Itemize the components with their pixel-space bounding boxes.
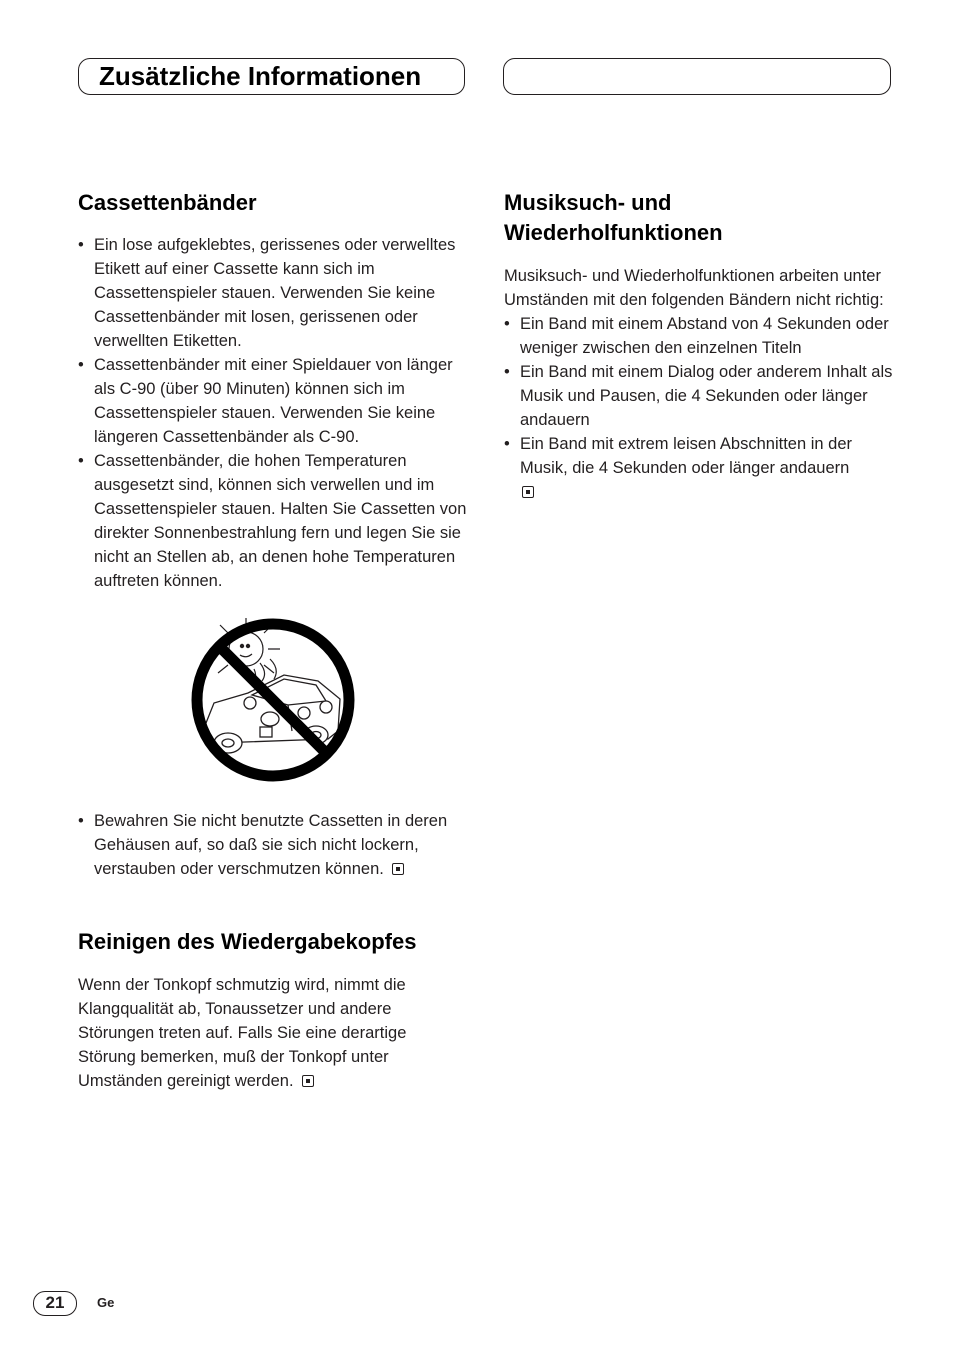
header-left-box: [78, 58, 465, 95]
bullet-mark: •: [78, 812, 84, 830]
cleaning-heading: Reinigen des Wiedergabekopfes: [78, 929, 417, 954]
music-search-bullet-1: • Ein Band mit einem Abstand von 4 Sekunden oder weniger zwischen den einzelnen Titeln: [504, 312, 894, 360]
cassettes-bullet-2: • Cassettenbänder mit einer Spieldauer von länger als C-90 (über 90 Minuten) können sich im Cassettenspieler stauen. Verwenden Sie keine längeren Cassettenbänder als C-90.: [78, 353, 468, 449]
page-title: Zusätzliche Informationen: [99, 61, 422, 91]
cassettes-storage-list: [78, 809, 468, 881]
left-column: [78, 188, 468, 1093]
cassettes-bullet-1: • Ein lose aufgeklebtes, gerissenes oder verwelltes Etikett auf einer Cassette kann sich im Cassettenspieler stauen. Verwenden Sie keine Cassettenbänder mit losen, gerissenen oder verwellten Etiketten.: [78, 233, 468, 353]
music-search-intro: Musiksuch- und Wiederholfunktionen arbeiten unter Umständen mit den folgenden Bändern nicht richtig:: [504, 267, 884, 309]
right-column: [504, 188, 894, 504]
bullet-mark: •: [78, 356, 84, 374]
cleaning-text: Wenn der Tonkopf schmutzig wird, nimmt die Klangqualität ab, Tonaussetzer und andere Störungen treten auf. Falls Sie eine derartige Störung bemerken, muß der Tonkopf unter Umständen gereinigt werden.: [78, 976, 407, 1090]
cassettes-bullet-4: • Bewahren Sie nicht benutzte Cassetten in deren Gehäusen auf, so daß sie sich nicht lockern, verstauben oder verschmutzen können.: [78, 809, 468, 881]
music-search-bullet-3: • Ein Band mit extrem leisen Abschnitten in der Musik, die 4 Sekunden oder länger andauern: [504, 432, 894, 504]
end-of-section-icon: [392, 863, 404, 875]
cassettes-heading: Cassettenbänder: [78, 190, 257, 215]
page-number: 21: [33, 1291, 77, 1316]
cassettes-bullet-3: • Cassettenbänder, die hohen Temperaturen ausgesetzt sind, können sich verwellen und im Cassettenspieler stauen. Halten Sie Cassetten von direkter Sonnenbestrahlung fern und legen Sie sie nicht an Stellen ab, an denen hohe Temperaturen auftreten können.: [78, 449, 468, 593]
bullet-mark: •: [504, 315, 510, 333]
bullet-mark: •: [504, 363, 510, 381]
no-car-sun-warning-icon: [188, 615, 358, 785]
bullet-mark: •: [78, 452, 84, 470]
end-of-section-icon: [302, 1075, 314, 1087]
bullet-mark: •: [504, 435, 510, 453]
bullet-mark: •: [78, 236, 84, 254]
music-search-heading: Musiksuch- und Wiederholfunktionen: [504, 190, 723, 245]
music-search-bullet-2: • Ein Band mit einem Dialog oder anderem Inhalt als Musik und Pausen, die 4 Sekunden oder länger andauern: [504, 360, 894, 432]
cassettes-bullet-list: [78, 233, 468, 593]
end-of-section-icon: [522, 486, 534, 498]
no-sunlight-illustration: [188, 615, 358, 785]
language-code: Ge: [97, 1295, 115, 1310]
music-search-bullet-list: [504, 312, 894, 504]
header-right-box: [503, 58, 891, 95]
